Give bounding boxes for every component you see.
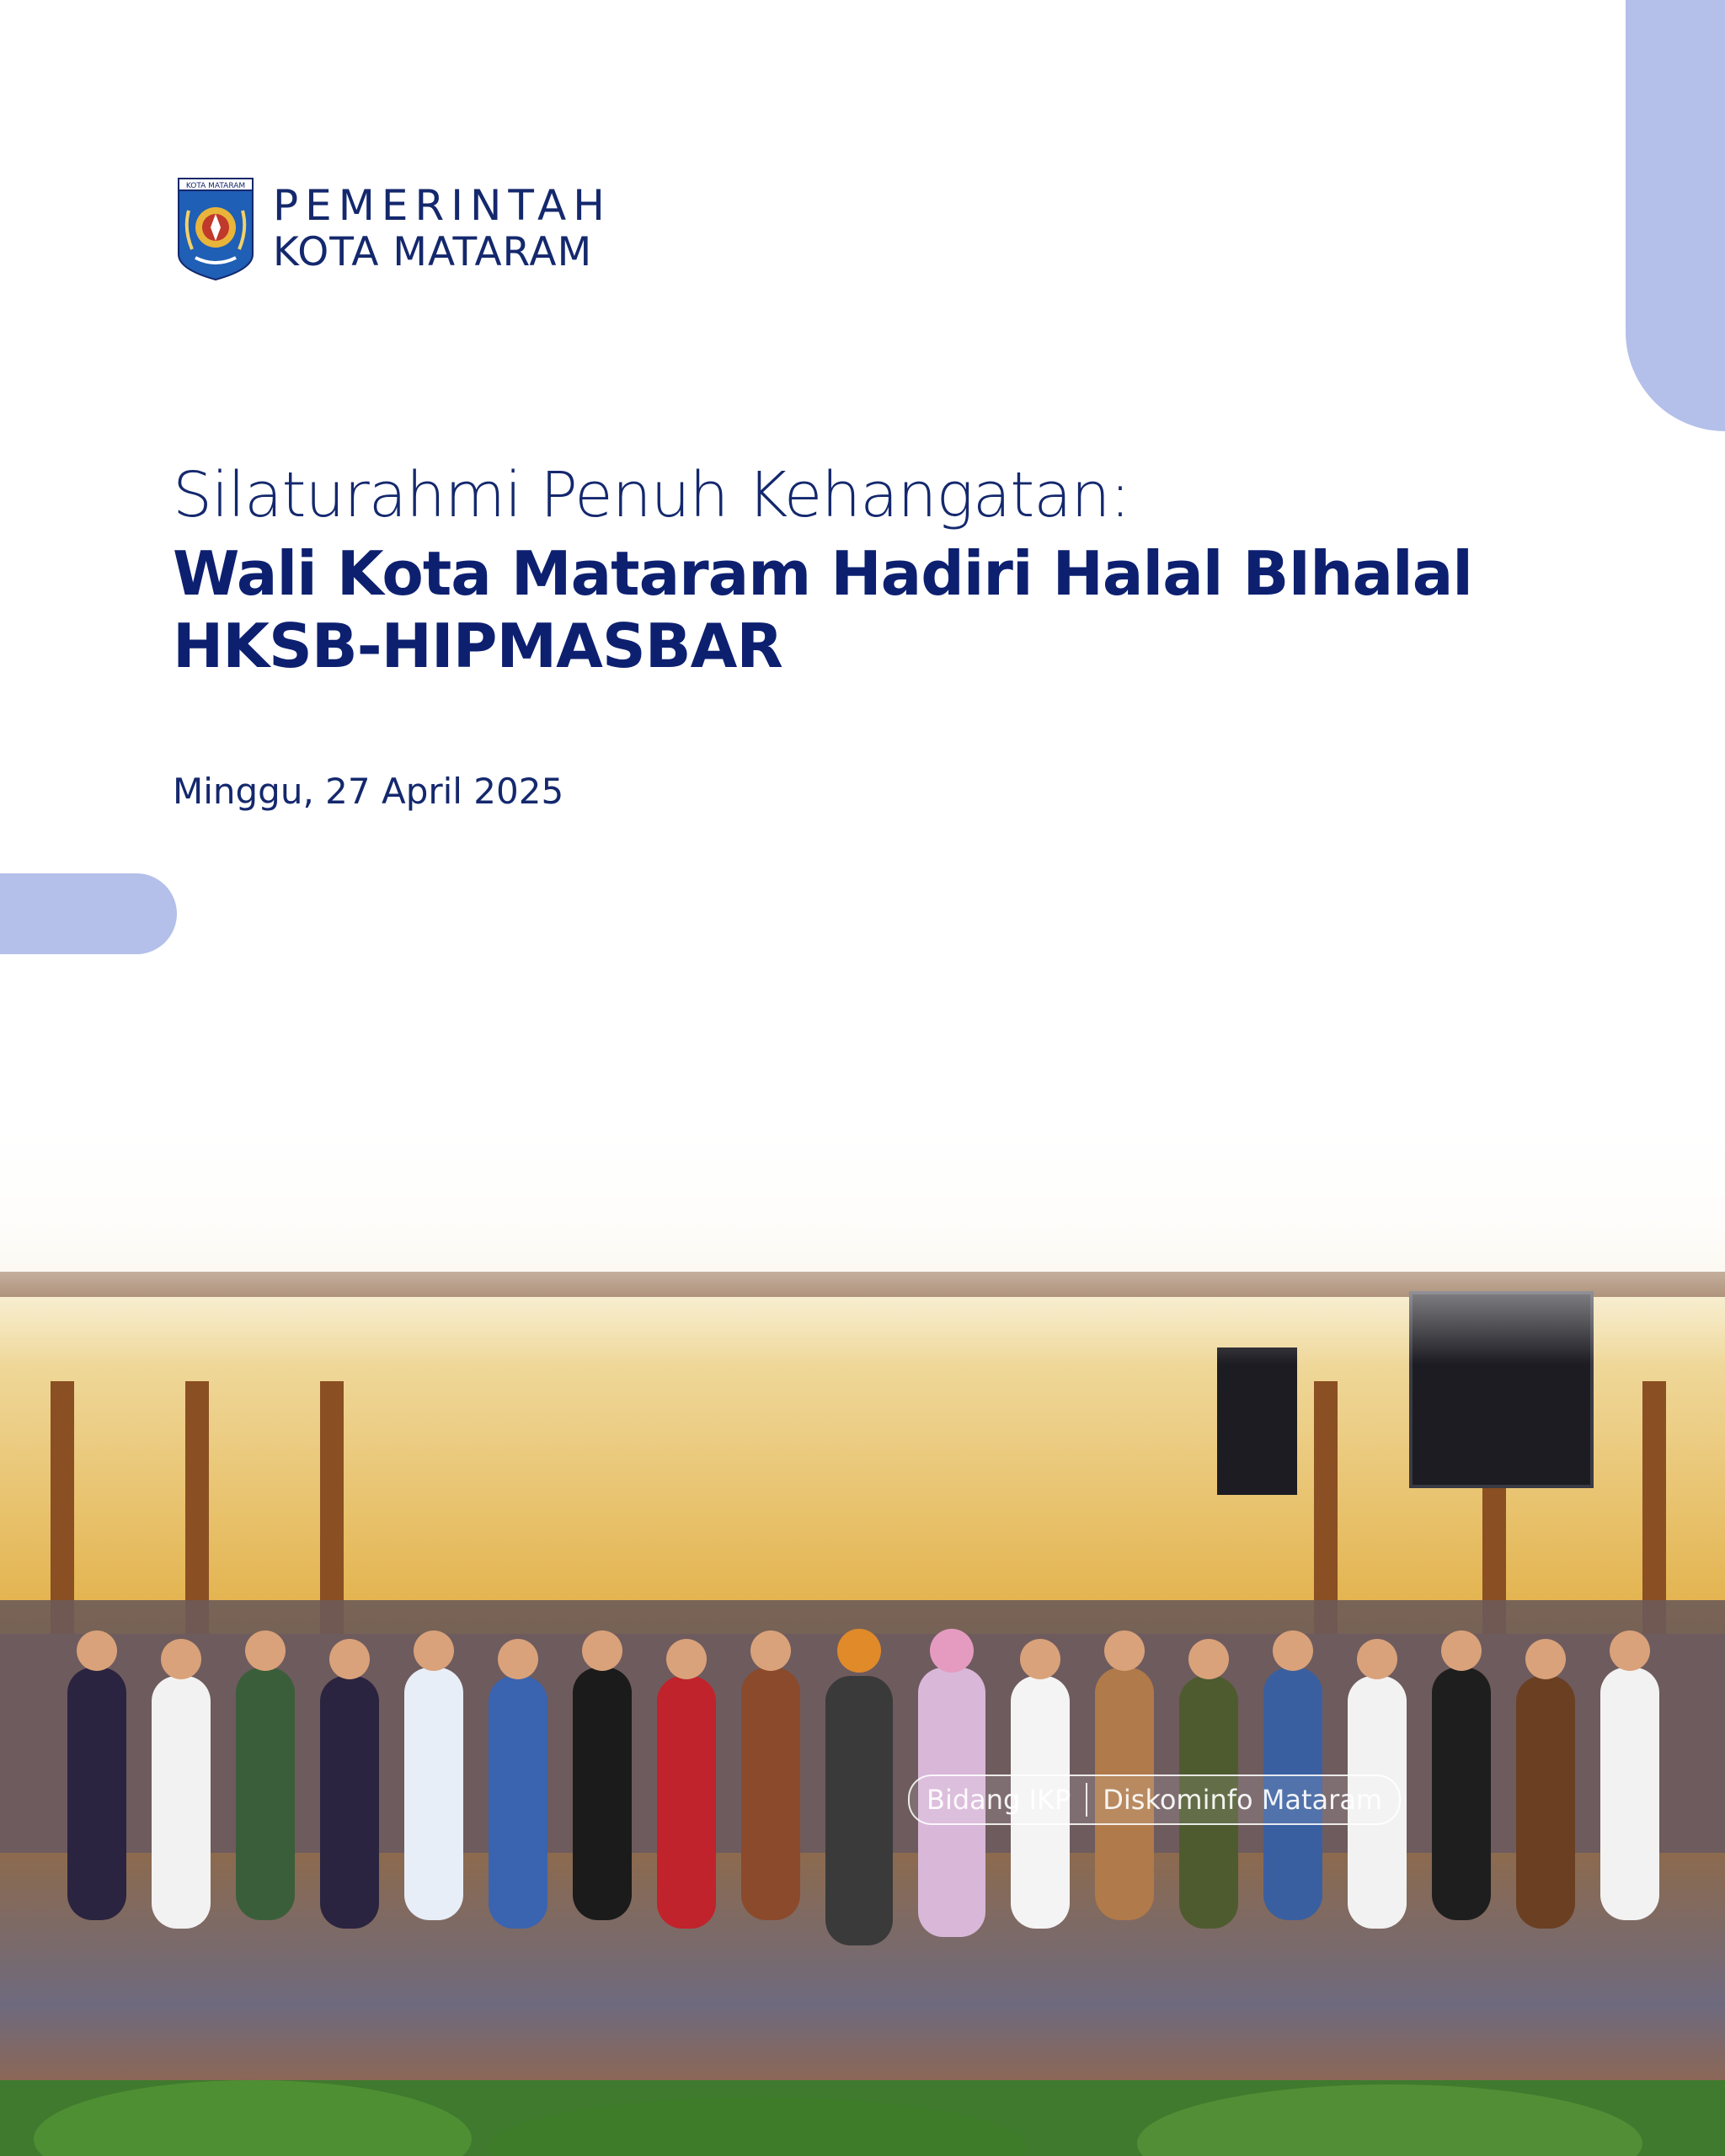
organization-name bbox=[273, 182, 611, 276]
watermark-divider bbox=[1086, 1783, 1087, 1817]
emblem-label: KOTA MATARAM bbox=[185, 182, 246, 190]
post-headline bbox=[173, 537, 1605, 682]
header bbox=[177, 177, 611, 281]
photo-top-fade bbox=[0, 1129, 1725, 1364]
post-headline-line1: Wali Kota Mataram Hadiri Halal BIhalal bbox=[173, 538, 1472, 609]
decorative-pill-shape bbox=[0, 873, 177, 954]
city-emblem-icon bbox=[177, 177, 254, 281]
photo-credit-watermark bbox=[908, 1774, 1401, 1825]
event-photo bbox=[0, 1129, 1725, 2156]
watermark-department: Bidang IKP bbox=[927, 1784, 1071, 1816]
organization-name-line2: KOTA MATARAM bbox=[273, 229, 593, 275]
decorative-corner-shape bbox=[1626, 0, 1725, 431]
post-headline-line2: HKSB-HIPMASBAR bbox=[173, 611, 782, 681]
organization-name-line1: PEMERINTAH bbox=[273, 181, 611, 230]
watermark-agency: Diskominfo Mataram bbox=[1103, 1784, 1383, 1816]
post-date: Minggu, 27 April 2025 bbox=[173, 771, 564, 812]
post-subtitle: Silaturahmi Penuh Kehangatan: bbox=[173, 459, 1130, 531]
